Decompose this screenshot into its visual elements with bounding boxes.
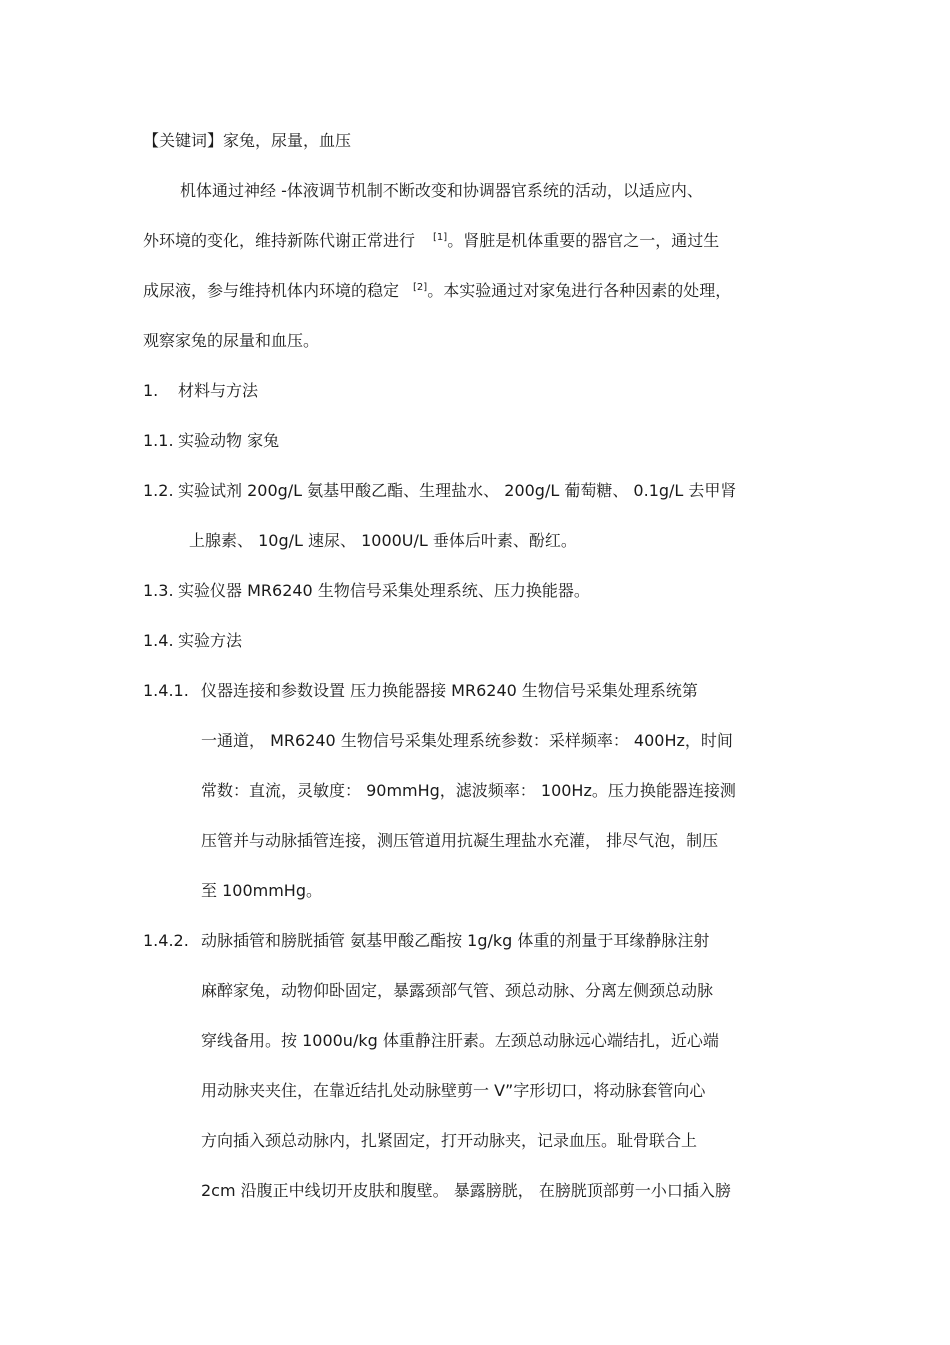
intro-line-2 <box>143 233 719 249</box>
section-1-3-text: 实验仪器 MR6240 生物信号采集处理系统、压力换能器。 <box>178 581 590 600</box>
intro-line-4: 观察家兔的尿量和血压。 <box>143 331 320 350</box>
section-1-4-2-line-5: 方向插入颈总动脉内，扎紧固定，打开动脉夹，记录血压。耻骨联合上 <box>201 1131 698 1150</box>
section-1-4-2-number: 1.4.2. <box>143 931 189 950</box>
section-1-4-title: 实验方法 <box>178 631 243 650</box>
section-1-3-number: 1.3. <box>143 581 174 600</box>
intro-line-1: 机体通过神经 -体液调节机制不断改变和协调器官系统的活动，以适应内、 <box>180 181 703 200</box>
section-1-4-1-line-2: 一通道， MR6240 生物信号采集处理系统参数：采样频率： 400Hz，时间 <box>201 731 733 750</box>
intro-line-2-text-a: 外环境的变化，维持新陈代谢正常进行 <box>143 231 416 250</box>
intro-line-3-text-b: 。本实验通过对家兔进行各种因素的处理， <box>427 281 732 300</box>
section-1-2-line-1: 实验试剂 200g/L 氨基甲酸乙酯、生理盐水、 200g/L 葡萄糖、 0.1g/L 去甲肾 <box>178 481 737 500</box>
section-1-1-text: 实验动物 家兔 <box>178 431 280 450</box>
citation-1: [1] <box>433 232 448 243</box>
section-1-number: 1. <box>143 381 159 400</box>
section-1-4-2-line-4: 用动脉夹夹住，在靠近结扎处动脉壁剪一 V”字形切口，将动脉套管向心 <box>201 1081 706 1100</box>
section-1-4-2-line-3: 穿线备用。按 1000u/kg 体重静注肝素。左颈总动脉远心端结扎，近心端 <box>201 1031 719 1050</box>
section-1-1-number: 1.1. <box>143 431 174 450</box>
section-1-4-1-number: 1.4.1. <box>143 681 189 700</box>
section-1-4-1-line-5: 至 100mmHg。 <box>201 881 322 900</box>
section-1-4-2-line-2: 麻醉家兔，动物仰卧固定，暴露颈部气管、颈总动脉、分离左侧颈总动脉 <box>201 981 714 1000</box>
intro-line-3-text-a: 成尿液，参与维持机体内环境的稳定 <box>143 281 400 300</box>
intro-line-3 <box>143 283 731 299</box>
section-1-4-2-line-1: 动脉插管和膀胱插管 氨基甲酸乙酯按 1g/kg 体重的剂量于耳缘静脉注射 <box>201 931 710 950</box>
section-1-2-line-2: 上腺素、 10g/L 速尿、 1000U/L 垂体后叶素、酚红。 <box>189 531 577 550</box>
citation-2: [2] <box>413 282 428 293</box>
section-1-2-number: 1.2. <box>143 481 174 500</box>
section-1-4-1-line-4: 压管并与动脉插管连接，测压管道用抗凝生理盐水充灌， 排尽气泡，制压 <box>201 831 719 850</box>
intro-line-2-text-b: 。肾脏是机体重要的器官之一，通过生 <box>447 231 720 250</box>
section-1-4-1-line-1: 仪器连接和参数设置 压力换能器接 MR6240 生物信号采集处理系统第 <box>201 681 698 700</box>
section-1-title: 材料与方法 <box>178 381 259 400</box>
section-1-4-2-line-6: 2cm 沿腹正中线切开皮肤和腹壁。 暴露膀胱， 在膀胱顶部剪一小口插入膀 <box>201 1181 731 1200</box>
section-1-4-number: 1.4. <box>143 631 174 650</box>
section-1-4-1-line-3: 常数：直流，灵敏度： 90mmHg，滤波频率： 100Hz。压力换能器连接测 <box>201 781 736 800</box>
keywords-line: 【关键词】家兔，尿量，血压 <box>143 131 352 150</box>
